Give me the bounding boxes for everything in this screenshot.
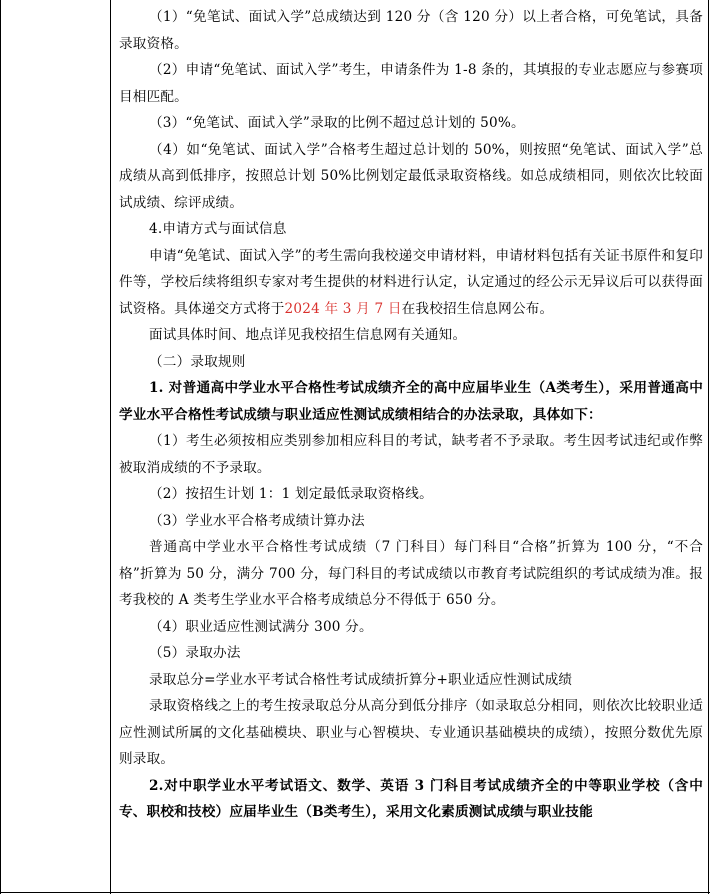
section-heading-application: 4.申请方式与面试信息 [149,221,287,237]
interview-info: 面试具体时间、地点详见我校招生信息网有关通知。 [149,327,467,343]
section-heading-admission-rules: （二）录取规则 [149,353,246,370]
class-a-rule-1: （1）考生必须按相应类别参加相应科目的考试，缺考者不予录取。考生因考试违纪或作弊被取消成绩的不予录取。 [119,433,703,476]
rule-item-1: （1）“免笔试、面试入学”总成绩达到 120 分（含 120 分）以上者合格，可免笔试，具备录取资格。 [119,9,703,52]
class-a-rule-2: （2）按招生计划 1：1 划定最低录取资格线。 [149,486,433,502]
admission-formula: 录取总分=学业水平考试合格性考试成绩折算分+职业适应性测试成绩 [149,671,573,688]
class-a-rule-5: （5）录取办法 [149,645,241,661]
class-b-heading: 2.对中职学业水平考试语文、数学、英语 3 门科目考试成绩齐全的中等职业学校（含中专、职校和技校）应届毕业生（B类考生），采用文化素质测试成绩与职业技能 [119,777,703,820]
submission-date: 2024 年 3 月 7 日 [284,300,402,317]
score-calculation: 普通高中学业水平合格性考试成绩（7 门科目）每门科目“合格”折算为 100 分，“不合格”折算为 50 分，满分 700 分，每门科目的考试成绩以市教育考试院组织的考试成绩为准。报考我校的 A 类考生学业水平合格考成绩总分不得低于 650 分。 [119,539,703,608]
application-text: 申请“免笔试、面试入学”的考生需向我校递交申请材料，申请材料包括有关证书原件和复印件等，学校后续将组织专家对考生提供的材料进行认定，认定通过的经公示无异议后可以获得面试资格。具体递交方式将于 [119,247,703,317]
application-text-end: 在我校招生信息网公布。 [401,300,554,317]
rule-item-2: （2）申请“免笔试、面试入学”考生，申请条件为 1-8 条的，其填报的专业志愿应与参赛项目相匹配。 [119,62,703,105]
class-a-rule-3: （3）学业水平合格考成绩计算办法 [149,512,365,529]
rule-item-4: （4）如“免笔试、面试入学”合格考生超过总计划的 50%，则按照“免笔试、面试入学”总成绩从高到低排序，按照总计划 50%比例划定最低录取资格线。如总成绩相同，则依次比较面试成绩、综评成绩。 [119,141,703,211]
rule-item-3: （3）“免笔试、面试入学”录取的比例不超过总计划的 50%。 [149,115,525,131]
admission-method: 录取资格线之上的考生按录取总分从高分到低分排序（如录取总分相同，则依次比较职业适应性测试所属的文化基础模块、职业与心智模块、专业通识基础模块的成绩），按照分数优先原则录取。 [119,698,703,767]
class-a-rule-4: （4）职业适应性测试满分 300 分。 [149,618,373,635]
content-cell [119,4,703,826]
class-a-heading: 1. 对普通高中学业水平合格性考试成绩齐全的高中应届毕业生（A类考生），采用普通高中学业水平合格性考试成绩与职业适应性测试成绩相结合的办法录取，具体如下： [119,380,703,423]
table-bottom-border [1,892,710,893]
application-paragraph [119,243,703,323]
label-column [1,0,111,894]
